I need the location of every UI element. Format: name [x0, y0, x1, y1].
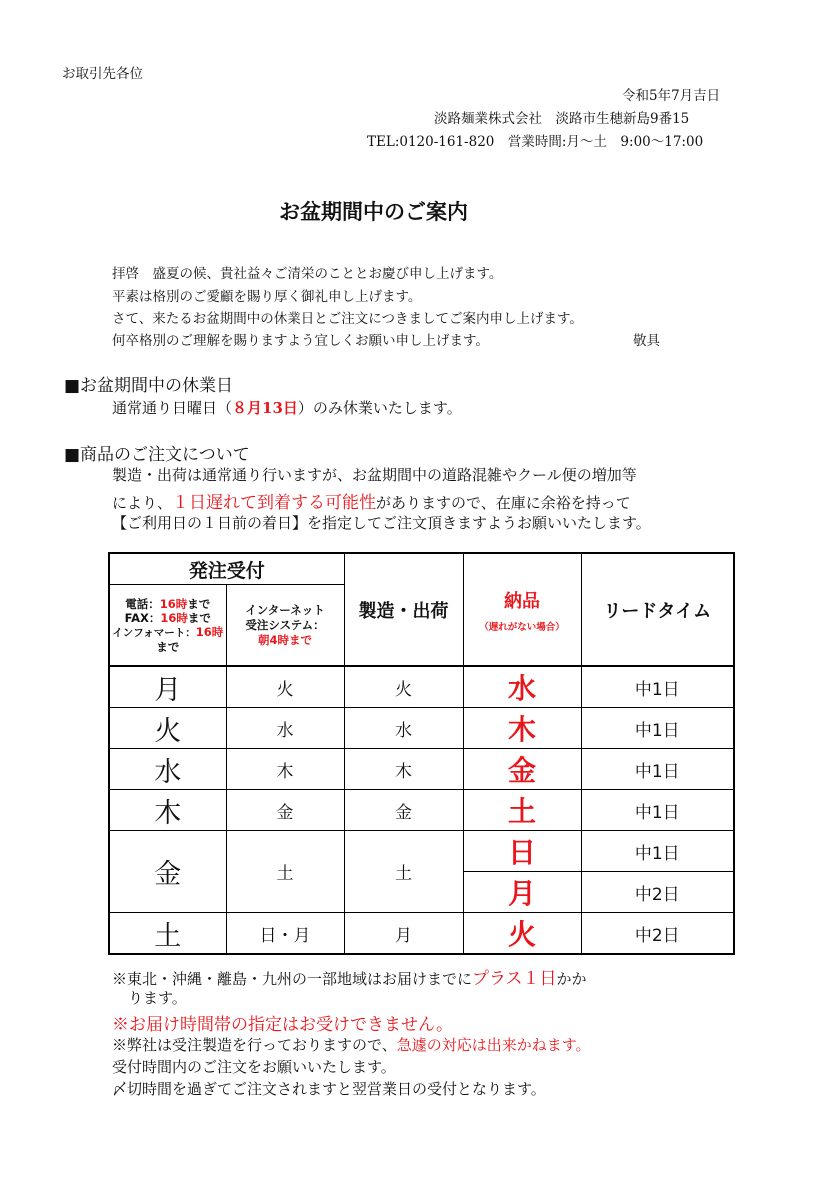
issue-date: 令和5年7月吉日 [622, 88, 721, 104]
delivery-day: 木 [463, 708, 581, 749]
infomart-label: インフォマート： [112, 626, 196, 639]
header-delivery-label: 納品 [504, 590, 541, 612]
note-4: 〆切時間を過ぎてご注文されますと翌営業日の受付となります。 [112, 1080, 546, 1098]
fax-deadline [110, 611, 226, 625]
header-manufacture-ship: 製造・出荷 [344, 553, 463, 666]
phone-deadline [110, 597, 226, 611]
header-phone-fax-deadline [109, 585, 226, 667]
table-row [109, 708, 734, 749]
header-internet-deadline [226, 585, 344, 667]
lead-time: 中2日 [581, 913, 734, 955]
schedule-table [108, 552, 735, 955]
table-row [109, 790, 734, 831]
note-1-highlight: プラス１日 [472, 969, 557, 989]
internet-day: 水 [226, 708, 344, 749]
note-1-after: かか [556, 970, 587, 988]
table-row [109, 913, 734, 955]
infomart-suffix: まで [156, 639, 180, 654]
greeting-line-4: 何卒格別のご理解を賜りますよう宜しくお願い申し上げます。 [112, 333, 489, 349]
note-1-text: ※東北・沖縄・離島・九州の一部地域はお届けまでに [112, 970, 473, 988]
infomart-time: 16時 [195, 624, 224, 639]
internet-day: 日・月 [226, 913, 344, 955]
internet-day: 木 [226, 749, 344, 790]
holiday-text-after: ）のみ休業いたします。 [297, 399, 462, 417]
ship-day: 火 [344, 666, 463, 708]
table-row [109, 831, 734, 872]
order-day: 水 [109, 749, 226, 790]
internet-day: 火 [226, 666, 344, 708]
note-3-highlight: 急遽の対応は出来かねます。 [396, 1036, 591, 1054]
header-order-received: 発注受付 [109, 553, 344, 585]
holiday-text-before: 通常通り日曜日（ [112, 399, 233, 417]
recipient: お取引先各位 [62, 66, 143, 82]
lead-time: 中1日 [581, 831, 734, 872]
order-line-2-before: により、 [112, 494, 173, 512]
order-day: 木 [109, 790, 226, 831]
lead-time: 中1日 [581, 790, 734, 831]
order-line-2 [112, 488, 631, 513]
delivery-day: 日 [463, 831, 581, 872]
internet-time: 朝4時まで [258, 632, 313, 647]
header-delivery-note: （遅れがない場合） [479, 621, 565, 633]
order-line-1: 製造・出荷は通常通り行いますが、お盆期間中の道路混雑やクール便の増加等 [112, 466, 637, 484]
page-title: お盆期間中のご案内 [279, 199, 468, 224]
lead-time: 中1日 [581, 666, 734, 708]
greeting-line-3: さて、来たるお盆期間中の休業日とご注文につきましてご案内申し上げます。 [112, 311, 583, 327]
note-3 [112, 1034, 591, 1055]
fax-label: FAX： [124, 610, 161, 625]
delivery-day: 月 [463, 872, 581, 913]
order-line-2-highlight: １日遅れて到着する可能性 [172, 493, 377, 513]
note-1-line-2: ります。 [128, 989, 187, 1007]
phone-suffix: まで [187, 596, 211, 611]
phone-label: 電話： [125, 596, 160, 611]
holiday-text [112, 397, 462, 418]
order-day: 土 [109, 913, 226, 955]
order-day: 月 [109, 666, 226, 708]
lead-time: 中2日 [581, 872, 734, 913]
internet-day: 土 [226, 831, 344, 913]
contact-info: TEL:0120-161-820 営業時間:月～土 9:00～17:00 [367, 134, 704, 150]
note-2: ※お届け時間帯の指定はお受けできません。 [112, 1015, 454, 1035]
greeting-closing: 敬具 [633, 333, 660, 349]
order-line-2-after: がありますので、在庫に余裕を持って [376, 494, 631, 512]
header-delivery [463, 553, 581, 666]
table-row [109, 666, 734, 708]
note-1 [112, 964, 587, 989]
ship-day: 木 [344, 749, 463, 790]
fax-suffix: まで [187, 610, 211, 625]
lead-time: 中1日 [581, 749, 734, 790]
ship-day: 月 [344, 913, 463, 955]
delivery-day: 火 [463, 913, 581, 955]
company-address: 淡路麺業株式会社 淡路市生穂新島9番15 [434, 111, 690, 127]
table-row [109, 749, 734, 790]
order-heading: ■商品のご注文について [64, 445, 250, 465]
greeting-line-2: 平素は格別のご愛顧を賜り厚く御礼申し上げます。 [112, 289, 422, 305]
delivery-day: 金 [463, 749, 581, 790]
delivery-day: 水 [463, 666, 581, 708]
table-header-row-1 [109, 553, 734, 585]
delivery-day: 土 [463, 790, 581, 831]
note-3-line-2: 受付時間内のご注文をお願いいたします。 [112, 1058, 396, 1076]
ship-day: 水 [344, 708, 463, 749]
phone-time: 16時 [159, 596, 188, 611]
note-3-text: ※弊社は受注製造を行っておりますので、 [112, 1036, 397, 1054]
order-day: 金 [109, 831, 226, 913]
order-day: 火 [109, 708, 226, 749]
ship-day: 金 [344, 790, 463, 831]
ship-day: 土 [344, 831, 463, 913]
internet-day: 金 [226, 790, 344, 831]
fax-time: 16時 [160, 610, 188, 625]
header-lead-time: リードタイム [581, 553, 734, 666]
greeting-line-1: 拝啓 盛夏の候、貴社益々ご清栄のこととお慶び申し上げます。 [112, 266, 503, 282]
holiday-heading: ■お盆期間中の休業日 [64, 376, 234, 396]
order-line-3: 【ご利用日の１日前の着日】を指定してご注文頂きますようお願いいたします。 [112, 514, 651, 532]
holiday-date: ８月13日 [232, 399, 298, 417]
internet-label-1: インターネット [245, 602, 325, 617]
lead-time: 中1日 [581, 708, 734, 749]
infomart-deadline [110, 625, 226, 640]
internet-label-2: 受注システム： [245, 617, 325, 632]
